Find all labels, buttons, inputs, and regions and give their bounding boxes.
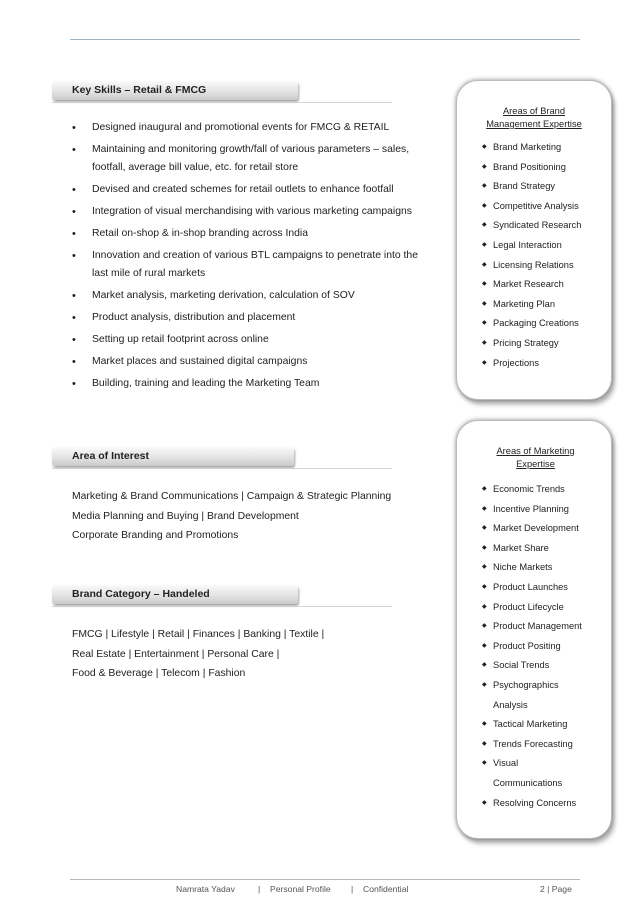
brand-category-text [72, 625, 324, 684]
footer-confidential: Confidential [363, 884, 409, 894]
footer-divider [70, 879, 580, 880]
top-divider [70, 39, 580, 40]
list-item: ◆ Marketing Plan [479, 295, 611, 315]
list-item: ◆ Syndicated Research [479, 216, 611, 236]
brand-management-title-line: Areas of Brand [502, 106, 565, 116]
key-skills-divider [52, 102, 392, 103]
list-item: • Product analysis, distribution and placement [72, 309, 432, 327]
area-of-interest-title: Area of Interest [72, 450, 150, 462]
list-item: • Innovation and creation of various BTL campaigns to penetrate into the last mile of rural markets [72, 247, 432, 283]
marketing-expertise-list [479, 480, 611, 813]
list-item: ◆ Packaging Creations [479, 314, 611, 334]
list-item: ◆ Trends Forecasting [479, 735, 611, 755]
list-item: ◆ Market Development [479, 519, 611, 539]
list-item: • Setting up retail footprint across online [72, 331, 432, 349]
list-item: ◆ Visual Communications [479, 754, 575, 793]
list-item: ◆ Psychographics Analysis [479, 676, 575, 715]
footer-profile: Personal Profile [270, 884, 331, 894]
brand-management-list [479, 138, 611, 373]
brand-category-title: Brand Category – Handeled [72, 588, 210, 600]
interest-line: Corporate Branding and Promotions [72, 530, 239, 541]
list-item: ◆ Market Research [479, 275, 611, 295]
list-item: ◆ Competitive Analysis [479, 197, 611, 217]
list-item: • Retail on-shop & in-shop branding across India [72, 225, 432, 243]
list-item: • Devised and created schemes for retail outlets to enhance footfall [72, 181, 432, 199]
list-item: ◆ Incentive Planning [479, 500, 611, 520]
list-item: ◆ Market Share [479, 539, 611, 559]
key-skills-title: Key Skills – Retail & FMCG [72, 84, 207, 96]
brand-category-divider [52, 606, 392, 607]
list-item: ◆ Product Lifecycle [479, 598, 611, 618]
list-item: ◆ Brand Positioning [479, 158, 611, 178]
category-line: FMCG | Lifestyle | Retail | Finances | Banking | Textile | [72, 629, 325, 640]
footer-page-number: 2 | Page [540, 884, 572, 894]
footer-separator: | [351, 884, 354, 894]
key-skills-header [52, 81, 298, 100]
list-item: • Integration of visual merchandising with various marketing campaigns [72, 203, 432, 221]
marketing-expertise-title [457, 445, 611, 471]
list-item: ◆ Niche Markets [479, 558, 611, 578]
brand-management-box [456, 80, 612, 400]
list-item: ◆ Projections [479, 354, 611, 374]
brand-category-header [52, 585, 298, 604]
marketing-expertise-box [456, 420, 612, 839]
list-item: ◆ Legal Interaction [479, 236, 611, 256]
list-item: ◆ Resolving Concerns [479, 794, 611, 814]
area-of-interest-header [52, 447, 294, 466]
list-item: ◆ Brand Marketing [479, 138, 611, 158]
brand-management-title [457, 105, 611, 131]
list-item: • Building, training and leading the Marketing Team [72, 375, 432, 393]
brand-management-title-line: Management Expertise [486, 119, 582, 129]
list-item: • Designed inaugural and promotional events for FMCG & RETAIL [72, 119, 432, 137]
marketing-expertise-title-line: Areas of Marketing [496, 446, 575, 456]
category-line: Food & Beverage | Telecom | Fashion [72, 668, 246, 679]
category-line: Real Estate | Entertainment | Personal Care | [72, 648, 280, 660]
area-of-interest-text [72, 487, 391, 546]
list-item: ◆ Brand Strategy [479, 177, 611, 197]
list-item: ◆ Product Launches [479, 578, 611, 598]
list-item: • Maintaining and monitoring growth/fall of various parameters – sales, footfall, average bill value, etc. for retail store [72, 141, 432, 177]
area-of-interest-divider [52, 468, 392, 469]
interest-line: Media Planning and Buying | Brand Development [72, 510, 299, 522]
interest-line: Marketing & Brand Communications | Campaign & Strategic Planning [72, 491, 392, 502]
list-item: ◆ Licensing Relations [479, 256, 611, 276]
list-item: ◆ Product Positing [479, 637, 611, 657]
list-item: ◆ Pricing Strategy [479, 334, 611, 354]
list-item: ◆ Product Management [479, 617, 611, 637]
list-item: • Market places and sustained digital campaigns [72, 353, 432, 371]
list-item: • Market analysis, marketing derivation, calculation of SOV [72, 287, 432, 305]
list-item: ◆ Economic Trends [479, 480, 611, 500]
key-skills-list [72, 119, 432, 397]
list-item: ◆ Tactical Marketing [479, 715, 611, 735]
footer-name: Namrata Yadav [176, 884, 235, 894]
footer-separator: | [258, 884, 261, 894]
marketing-expertise-title-line: Expertise [516, 459, 555, 469]
list-item: ◆ Social Trends [479, 656, 611, 676]
